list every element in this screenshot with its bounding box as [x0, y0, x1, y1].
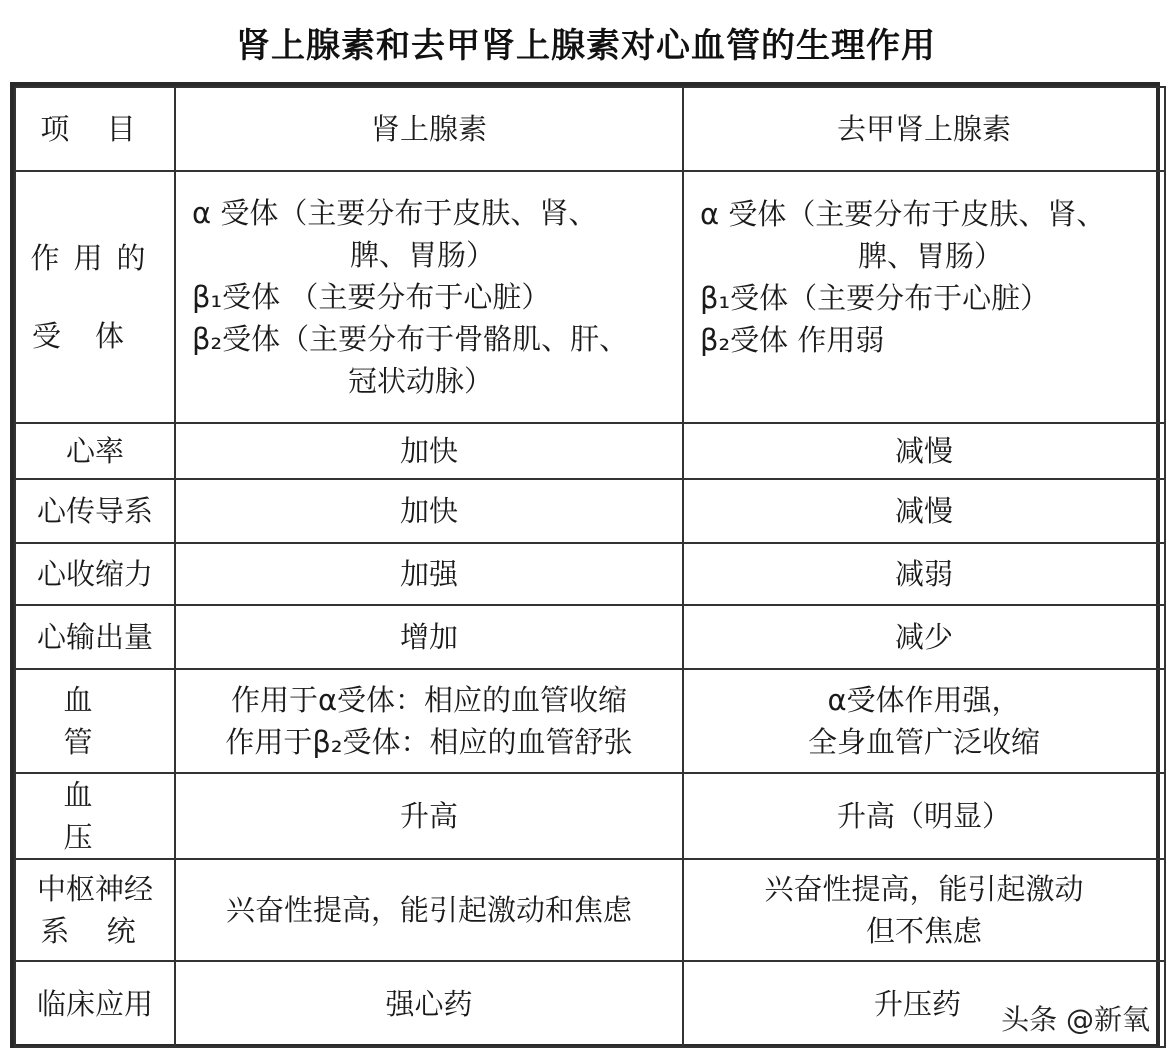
receptor-epi-line: 脾、胃肠）: [350, 238, 496, 272]
clinical-epinephrine: 强心药: [175, 961, 683, 1047]
clinical-row: [15, 961, 1165, 1047]
blood-pressure-label: 血 压: [15, 773, 175, 859]
header-row: [15, 87, 1165, 171]
receptor-norepinephrine: [683, 171, 1165, 423]
receptor-norepi-line: 脾、胃肠）: [858, 239, 1004, 273]
blood-pressure-norepinephrine: 升高（明显）: [683, 773, 1165, 859]
receptor-norepi-line: α 受体（主要分布于皮肤、肾、: [700, 197, 1106, 231]
cell-epinephrine: 加快: [175, 423, 683, 479]
comparison-table-grid: [14, 86, 1166, 1048]
vessel-norepinephrine: α受体作用强， 全身血管广泛收缩: [683, 669, 1165, 773]
cns-norepinephrine: 兴奋性提高，能引起激动 但不焦虑: [683, 859, 1165, 961]
table-row: [15, 479, 1165, 543]
blood-pressure-row: [15, 773, 1165, 859]
receptor-norepi-line: β₂受体 作用弱: [700, 323, 885, 357]
receptor-norepi-line: β₁受体（主要分布于心脏）: [700, 281, 1050, 315]
header-norepinephrine: 去甲肾上腺素: [683, 87, 1165, 171]
row-label: 心传导系: [15, 479, 175, 543]
cell-norepinephrine: 减慢: [683, 479, 1165, 543]
vessel-label: 血 管: [15, 669, 175, 773]
receptor-epi-line: β₁受体 （主要分布于心脏）: [192, 280, 551, 314]
header-epinephrine: 肾上腺素: [175, 87, 683, 171]
table-row: [15, 423, 1165, 479]
vessel-epinephrine: 作用于α受体：相应的血管收缩 作用于β₂受体：相应的血管舒张: [175, 669, 683, 773]
blood-pressure-epinephrine: 升高: [175, 773, 683, 859]
receptor-label: 作用的 受体: [15, 171, 175, 423]
clinical-label: 临床应用: [15, 961, 175, 1047]
cns-epinephrine: 兴奋性提高，能引起激动和焦虑: [175, 859, 683, 961]
header-item: 项 目: [15, 87, 175, 171]
table-row: [15, 605, 1165, 669]
comparison-table: [10, 82, 1160, 1048]
receptor-row: [15, 171, 1165, 423]
row-label: 心输出量: [15, 605, 175, 669]
row-label: 心率: [15, 423, 175, 479]
cell-norepinephrine: 减少: [683, 605, 1165, 669]
receptor-epi-line: α 受体（主要分布于皮肤、肾、: [192, 196, 598, 230]
watermark: 头条 @新氧: [997, 998, 1154, 1038]
cell-epinephrine: 增加: [175, 605, 683, 669]
clinical-norepinephrine: 升压药: [683, 961, 1165, 1047]
cns-label: 中枢神经 系 统: [15, 859, 175, 961]
receptor-epi-line: β₂受体（主要分布于骨骼肌、肝、: [192, 322, 629, 356]
cell-norepinephrine: 减慢: [683, 423, 1165, 479]
receptor-epinephrine: [175, 171, 683, 423]
vessel-row: [15, 669, 1165, 773]
page-title: 肾上腺素和去甲肾上腺素对心血管的生理作用: [236, 26, 936, 66]
receptor-epi-line: 冠状动脉）: [348, 364, 494, 398]
cell-epinephrine: 加快: [175, 479, 683, 543]
cell-norepinephrine: 减弱: [683, 543, 1165, 605]
row-label: 心收缩力: [15, 543, 175, 605]
table-row: [15, 543, 1165, 605]
cns-row: [15, 859, 1165, 961]
cell-epinephrine: 加强: [175, 543, 683, 605]
